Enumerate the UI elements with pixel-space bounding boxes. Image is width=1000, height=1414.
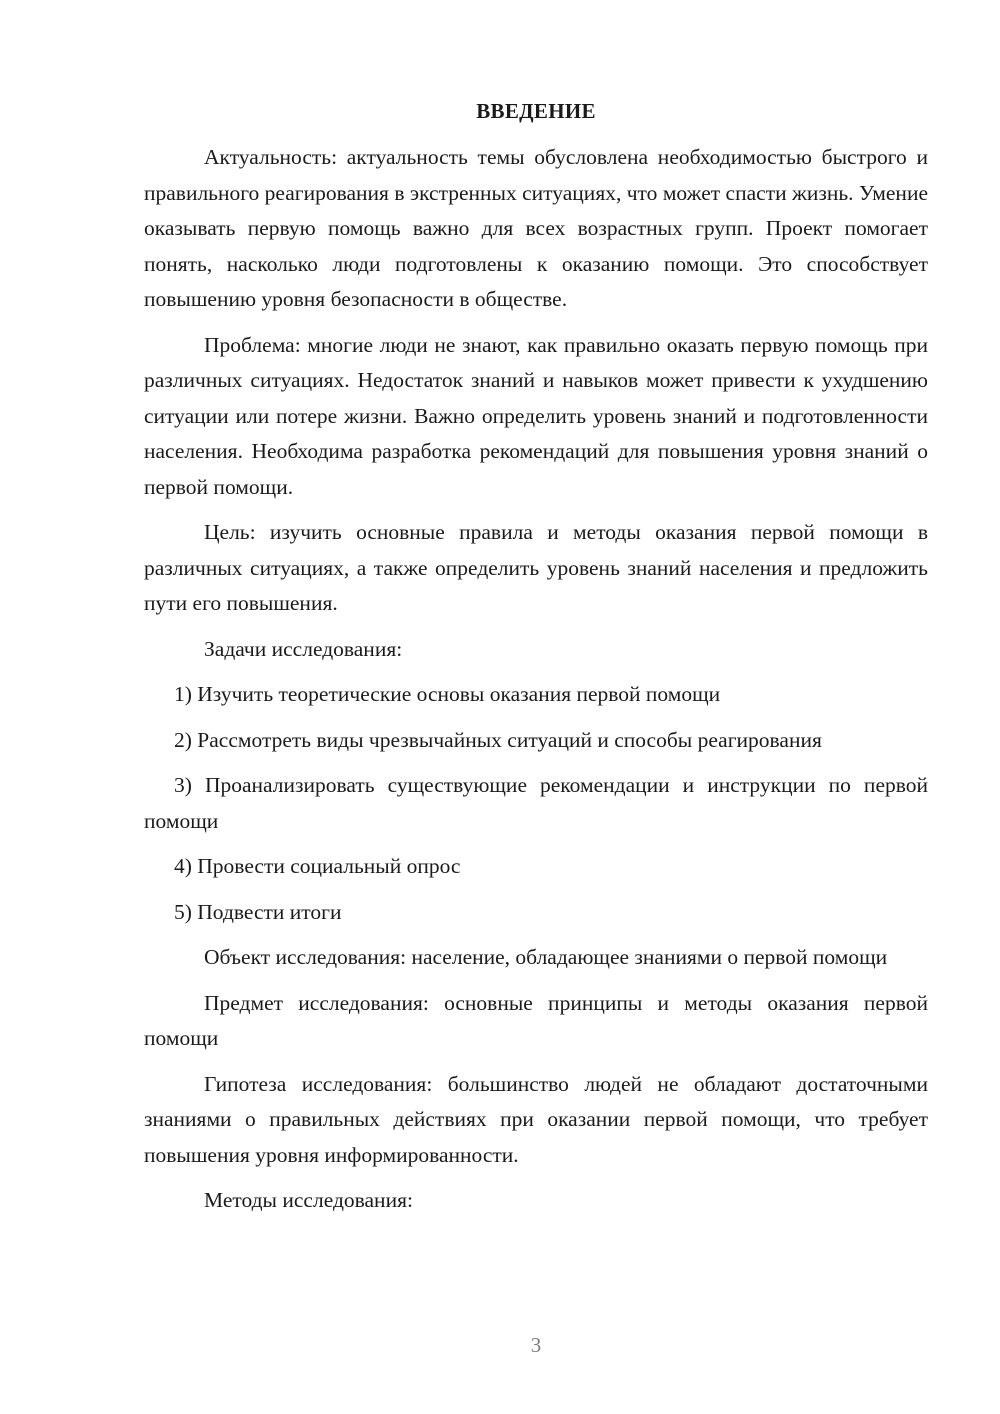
task-item-2: 2) Рассмотреть виды чрезвычайных ситуаций и способы реагирования [174, 727, 822, 752]
section-title: ВВЕДЕНИЕ [476, 99, 596, 123]
methods-heading: Методы исследования: [204, 1188, 413, 1212]
object-paragraph: Объект исследования: население, обладающее знаниями о первой помощи [204, 945, 888, 969]
task-item-1: 1) Изучить теоретические основы оказания первой помощи [174, 682, 721, 706]
relevance-paragraph: Актуальность: актуальность темы обусловлена необходимостью быстрого и правильного реагирования в экстренных ситуациях, что может спасти жизнь. Умение оказывать первую помощь важно для всех возрастных групп. Проект помогает понять, насколько люди подготовлены к оказанию помощи. Это способствует повышению уровня безопасности в обществе. [144, 145, 928, 311]
hypothesis-paragraph: Гипотеза исследования: большинство людей не обладают достаточными знаниями о правильных действиях при оказании первой помощи, что требует повышения уровня информированности. [144, 1071, 928, 1167]
problem-paragraph: Проблема: многие люди не знают, как правильно оказать первую помощь при различных ситуациях. Недостаток знаний и навыков может привести к ухудшению ситуации или потере жизни. Важно определить уровень знаний и подготовленности населения. Необходима разработка рекомендаций для повышения уровня знаний о первой помощи. [144, 332, 928, 499]
subject-paragraph: Предмет исследования: основные принципы и методы оказания первой помощи [144, 990, 928, 1050]
goal-paragraph: Цель: изучить основные правила и методы оказания первой помощи в различных ситуациях, а также определить уровень знаний населения и предложить пути его повышения. [144, 520, 928, 615]
page-number: 3 [530, 1333, 542, 1357]
task-item-3: 3) Проанализировать существующие рекомендации и инструкции по первой помощи [144, 773, 928, 833]
tasks-heading: Задачи исследования: [204, 636, 403, 661]
task-item-5: 5) Подвести итоги [174, 899, 342, 924]
document-page [144, 96, 928, 1229]
task-item-4: 4) Провести социальный опрос [174, 854, 461, 878]
